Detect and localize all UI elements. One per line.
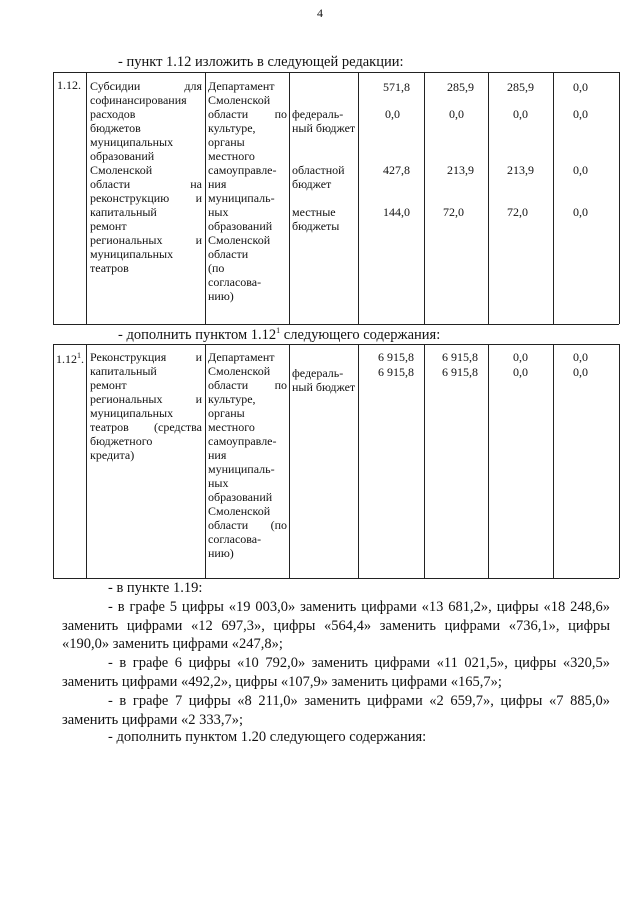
cell-line: органы [208, 135, 245, 149]
cell-line: Департамент [208, 350, 275, 364]
value-cell: 6 915,8 [378, 365, 414, 379]
cell-line: Смоленской [208, 364, 271, 378]
source-federal: федераль-ный бюджет [292, 366, 356, 394]
cell-line: согласова- [208, 275, 262, 289]
cell-line: области на [90, 177, 202, 191]
value-cell: 0,0 [573, 80, 588, 94]
cell-line: муниципальных [90, 135, 174, 149]
paragraph-2: - в графе 5 цифры «19 003,0» заменить цифрами «13 681,2», цифры «18 248,6» заменить цифрами «12 697,3», цифры «564,4» заменить цифрами «736,1», цифры «190,0» заменить цифрами «247,8»; [62, 599, 610, 652]
measure-name [90, 350, 202, 462]
cell-line: Смоленской [208, 233, 271, 247]
executor [208, 350, 287, 560]
cell-line: муниципаль- [208, 191, 275, 205]
cell-line: расходов [90, 107, 136, 121]
cell-line: местного [208, 420, 255, 434]
executor [208, 79, 287, 303]
cell-line: органы [208, 406, 245, 420]
value-cell: 213,9 [507, 163, 534, 177]
intro-paragraph-1: - пункт 1.12 изложить в следующей редакции: [118, 54, 404, 70]
cell-line: кредита) [90, 448, 135, 462]
cell-line: капитальный [90, 205, 157, 219]
measure-name [90, 79, 202, 275]
value-cell: 6 915,8 [378, 350, 414, 364]
value-cell: 6 915,8 [442, 350, 478, 364]
cell-line: ремонт [90, 219, 127, 233]
cell-line: (по [208, 261, 225, 275]
cell-line: области [208, 247, 249, 261]
row-number: 1.12. [57, 78, 81, 92]
paragraph-5: - дополнить пунктом 1.20 следующего содержания: [108, 729, 427, 745]
value-cell: 0,0 [385, 107, 400, 121]
cell-line: театров (средства [90, 420, 202, 434]
intro-paragraph-2: - дополнить пунктом 1.12$^1$ следующего содержания: [118, 326, 441, 343]
cell-line: нию) [208, 546, 234, 560]
cell-line: муниципальных [90, 406, 174, 420]
value-cell: 0,0 [573, 205, 588, 219]
cell-line: ния [208, 448, 227, 462]
row-number: 1.12$^1$. [56, 351, 84, 366]
cell-line: области по [208, 107, 287, 121]
value-cell: 0,0 [573, 350, 588, 364]
cell-line: Смоленской [90, 163, 153, 177]
paragraph-4: - в графе 7 цифры «8 211,0» заменить цифрами «2 659,7», цифры «7 885,0» заменить цифрами «2 333,7»; [62, 693, 610, 728]
value-cell: 285,9 [447, 80, 474, 94]
source-regional: областной бюджет [292, 163, 345, 191]
cell-line: бюджетов [90, 121, 141, 135]
value-cell: 144,0 [383, 205, 410, 219]
value-cell: 571,8 [383, 80, 410, 94]
value-cell: 0,0 [573, 107, 588, 121]
cell-line: образований [208, 219, 273, 233]
cell-line: бюджетного [90, 434, 153, 448]
cell-line: культуре, [208, 121, 256, 135]
cell-line: Департамент [208, 79, 275, 93]
cell-line: ния [208, 177, 227, 191]
cell-line: муниципаль- [208, 462, 275, 476]
cell-line: области (по [208, 518, 287, 532]
value-cell: 213,9 [447, 163, 474, 177]
cell-line: самоуправле- [208, 163, 277, 177]
cell-line: образований [208, 490, 273, 504]
cell-line: ремонт [90, 378, 127, 392]
value-cell: 6 915,8 [442, 365, 478, 379]
value-cell: 0,0 [513, 365, 528, 379]
cell-line: театров [90, 261, 129, 275]
page-number: 4 [317, 6, 323, 20]
value-cell: 72,0 [507, 205, 528, 219]
cell-line: согласова- [208, 532, 262, 546]
cell-line: Реконструкция и [90, 350, 202, 364]
value-cell: 0,0 [449, 107, 464, 121]
paragraph-1: - в пункте 1.19: [108, 580, 203, 596]
cell-line: самоуправле- [208, 434, 277, 448]
cell-line: софинансирования [90, 93, 187, 107]
cell-line: ных [208, 205, 229, 219]
cell-line: капитальный [90, 364, 157, 378]
value-cell: 72,0 [443, 205, 464, 219]
cell-line: местного [208, 149, 255, 163]
cell-line: образований [90, 149, 155, 163]
cell-line: культуре, [208, 392, 256, 406]
cell-line: ных [208, 476, 229, 490]
source-federal: федераль-ный бюджет [292, 107, 356, 135]
value-cell: 0,0 [573, 365, 588, 379]
value-cell: 0,0 [513, 107, 528, 121]
paragraph-3: - в графе 6 цифры «10 792,0» заменить цифрами «11 021,5», цифры «320,5» заменить цифрами «492,2», цифры «107,9» заменить цифрами «165,7»; [62, 655, 610, 690]
cell-line: нию) [208, 289, 234, 303]
cell-line: Смоленской [208, 93, 271, 107]
cell-line: Смоленской [208, 504, 271, 518]
value-cell: 0,0 [573, 163, 588, 177]
cell-line: региональных и [90, 233, 202, 247]
cell-line: Субсидии для [90, 79, 202, 93]
value-cell: 285,9 [507, 80, 534, 94]
cell-line: реконструкцию и [90, 191, 202, 205]
value-cell: 0,0 [513, 350, 528, 364]
value-cell: 427,8 [383, 163, 410, 177]
cell-line: региональных и [90, 392, 202, 406]
cell-line: области по [208, 378, 287, 392]
cell-line: муниципальных [90, 247, 174, 261]
source-local: местные бюджеты [292, 205, 340, 233]
